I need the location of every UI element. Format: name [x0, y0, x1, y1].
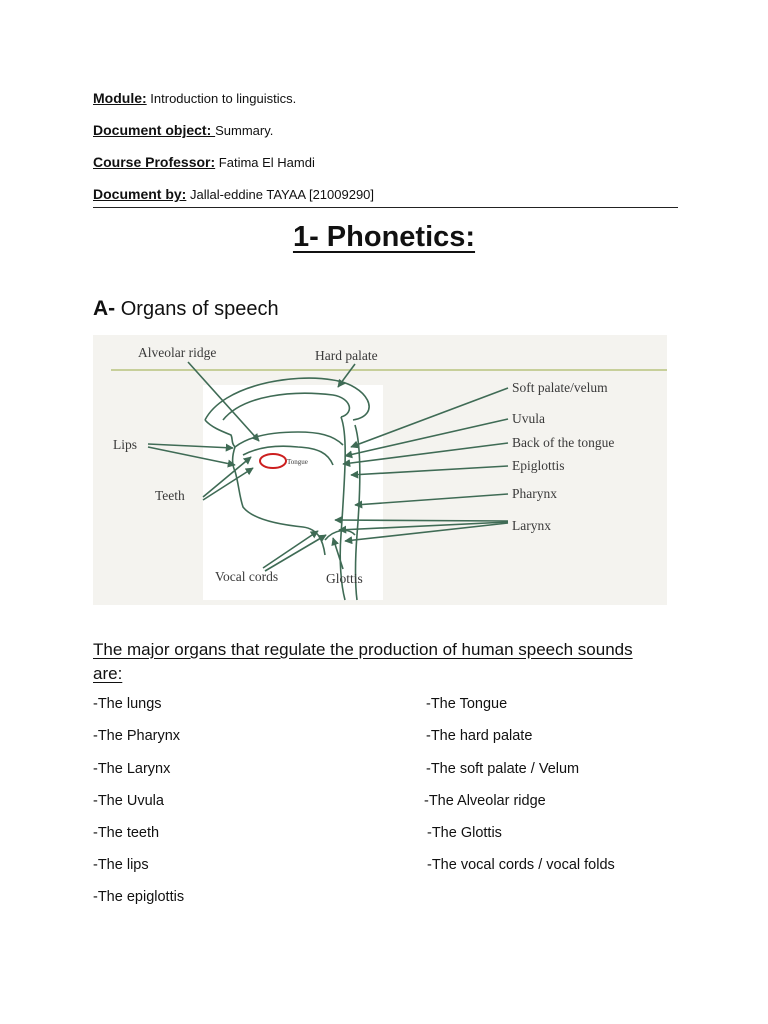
- author-key: Document by:: [93, 186, 187, 202]
- label-teeth: Teeth: [155, 488, 185, 503]
- professor-line: [93, 153, 315, 172]
- section-text: Organs of speech: [120, 298, 279, 320]
- organs-intro: The major organs that regulate the production of human speech sounds are:: [93, 640, 633, 683]
- tongue-label: Tongue: [287, 458, 308, 466]
- label-pharynx: Pharynx: [512, 486, 557, 501]
- arrow-larynx-1: [335, 520, 508, 521]
- label-back-of-tongue: Back of the tongue: [512, 435, 615, 450]
- author-line: [93, 185, 374, 204]
- label-glottis: Glottis: [326, 571, 363, 586]
- label-epiglottis: Epiglottis: [512, 458, 565, 473]
- organ-left-item: -The lungs: [93, 696, 162, 712]
- document-object-key: Document object:: [93, 122, 216, 138]
- diagram-svg: [93, 335, 667, 605]
- document-object-line: [93, 121, 273, 140]
- organs-of-speech-diagram: [93, 335, 667, 605]
- organ-right-item: -The hard palate: [426, 728, 533, 744]
- organ-right-item: -The Alveolar ridge: [424, 793, 546, 809]
- label-lips: Lips: [113, 437, 138, 452]
- organ-left-item: -The teeth: [93, 825, 160, 841]
- label-uvula: Uvula: [512, 411, 545, 426]
- module-value: Introduction to linguistics.: [150, 91, 297, 106]
- organ-right-item: -The vocal cords / vocal folds: [427, 857, 615, 873]
- module-line: [93, 89, 296, 108]
- page-title: [0, 221, 768, 254]
- label-larynx: Larynx: [512, 518, 551, 533]
- author-value: Jallal-eddine TAYAA [21009290]: [189, 187, 375, 202]
- page-title-text: 1- Phonetics:: [292, 221, 476, 253]
- module-key: Module:: [93, 90, 147, 106]
- label-alveolar-ridge: Alveolar ridge: [138, 345, 217, 360]
- organ-left-item: -The Pharynx: [93, 728, 181, 744]
- organ-right-item: -The Tongue: [426, 696, 508, 712]
- professor-value: Fatima El Hamdi: [218, 155, 315, 170]
- label-hard-palate: Hard palate: [315, 348, 378, 363]
- organ-left-item: -The Larynx: [93, 761, 171, 777]
- label-soft-palate: Soft palate/velum: [512, 380, 608, 395]
- document-object-value: Summary.: [215, 123, 274, 138]
- section-heading: [93, 297, 279, 321]
- professor-key: Course Professor:: [93, 154, 216, 170]
- section-letter: A-: [93, 297, 116, 320]
- organ-left-item: -The Uvula: [93, 793, 164, 809]
- organ-right-item: -The Glottis: [427, 825, 502, 841]
- organ-left-item: -The epiglottis: [93, 889, 185, 905]
- organ-left-item: -The lips: [93, 857, 149, 873]
- organ-right-item: -The soft palate / Velum: [426, 761, 580, 777]
- label-vocal-cords: Vocal cords: [215, 569, 279, 584]
- header-divider: [93, 207, 678, 208]
